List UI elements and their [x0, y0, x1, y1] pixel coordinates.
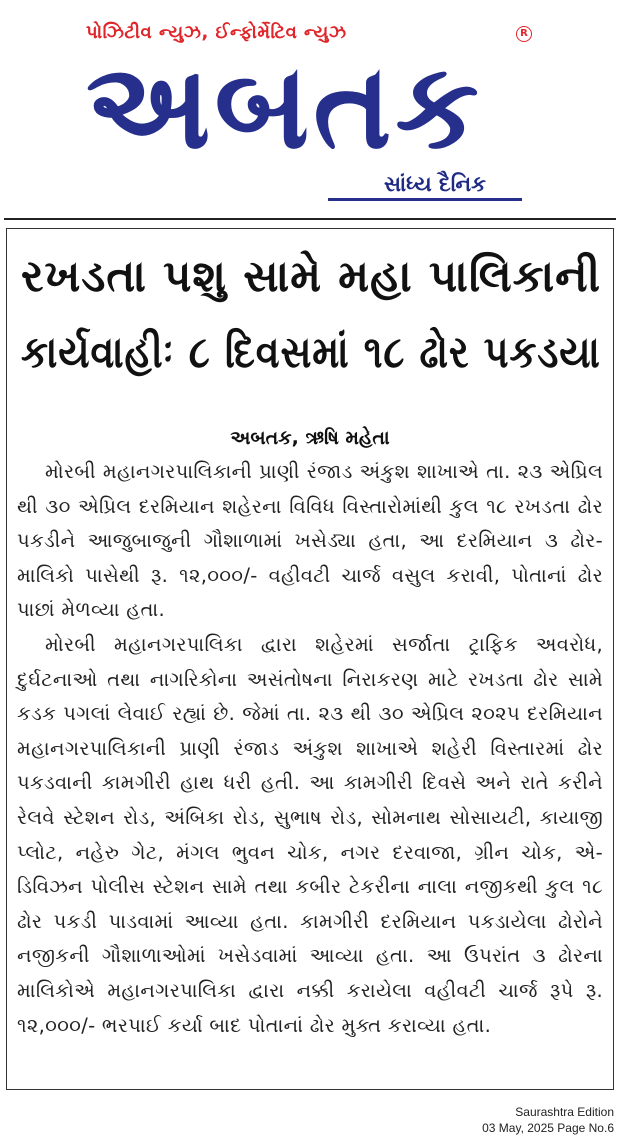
masthead-divider — [4, 218, 616, 220]
brand-subtitle: સાંધ્ય દૈનિક — [384, 172, 486, 196]
paragraph-2: મોરબી મહાનગરપાલિકા દ્વારા શહેરમાં સર્જાતા ટ્રાફિક અવરોધ, દુર્ઘટનાઓ તથા નાગરિકોના અસંતોષના નિરાકરણ માટે રખડતા ઢોર સામે કડક પગલાં લેવાઈ રહ્યાં છે. જેમાં તા. ૨૩ થી ૩૦ એપ્રિલ ૨૦૨૫ દરમિયાન મહાનગરપાલિકાની પ્રાણી રંજાડ અંકુશ શાખાએ શહેરી વિસ્તારમાં ઢોર પકડવાની કામગીરી હાથ ધરી હતી. આ કામગીરી દિવસે અને રાતે કરીને રેલવે સ્ટેશન રોડ, અંબિકા રોડ, સુભાષ રોડ, સોમનાથ સોસાયટી, કાયાજી પ્લોટ, નહેરુ ગેટ, મંગલ ભુવન ચોક, નગર દરવાજા, ગ્રીન ચોક, એ-ડિવિઝન પોલીસ સ્ટેશન સામે તથા કબીર ટેકરીના નાલા નજીકથી કુલ ૧૮ ઢોર પકડી પાડવામાં આવ્યા હતા. કામગીરી દરમિયાન પકડાયેલા ઢોરોને નજીકની ગૌશાળાઓમાં ખસેડવામાં આવ્યા હતા. આ ઉપરાંત ૩ ઢોરના માલિકોએ મહાનગરપાલિકા દ્વારા નક્કી કરાયેલા વહીવટી ચાર્જ રૂપે રૂ. ૧૨,૦૦૦/- ભરપાઈ કર્યા બાદ પોતાનાં ઢોર મુક્ત કરાવ્યા હતા. — [17, 632, 603, 1037]
article-body — [17, 455, 603, 1043]
byline: અબતક, ઋષિ મહેતા — [230, 427, 390, 449]
masthead — [0, 0, 620, 212]
registered-mark-icon: R — [516, 26, 532, 42]
edition-name: Saurashtra Edition — [515, 1105, 614, 1119]
article-box — [6, 228, 614, 1090]
paragraph-1: મોરબી મહાનગરપાલિકાની પ્રાણી રંજાડ અંકુશ શાખાએ તા. ૨૩ એપ્રિલ થી ૩૦ એપ્રિલ દરમિયાન શહેરના વિવિધ વિસ્તારોમાંથી કુલ ૧૮ રખડતા ઢોર પકડીને આજુબાજુની ગૌશાળામાં ખસેડ્યા હતા, આ દરમિયાન ૩ ઢોર-માલિકો પાસેથી રૂ. ૧૨,૦૦૦/- વહીવટી ચાર્જ વસુલ કરાવી, પોતાનાં ઢોર પાછાં મેળવ્યા હતા. — [17, 460, 603, 622]
headline-line-1: રખડતા પશુ સામે મહા પાલિકાની — [21, 251, 602, 302]
headline-line-2: કાર્યવાહીઃ ૮ દિવસમાં ૧૮ ઢોર પકડયા — [21, 327, 601, 378]
brand-logo: અબતક — [86, 37, 483, 175]
tagline: પોઝિટીવ ન્યુઝ, ઈન્ફોર્મેટિવ ન્યુઝ — [86, 22, 347, 43]
headline — [21, 239, 601, 391]
brand-underline — [328, 198, 522, 201]
edition-info — [482, 1104, 614, 1136]
edition-date-page: 03 May, 2025 Page No.6 — [482, 1121, 614, 1135]
